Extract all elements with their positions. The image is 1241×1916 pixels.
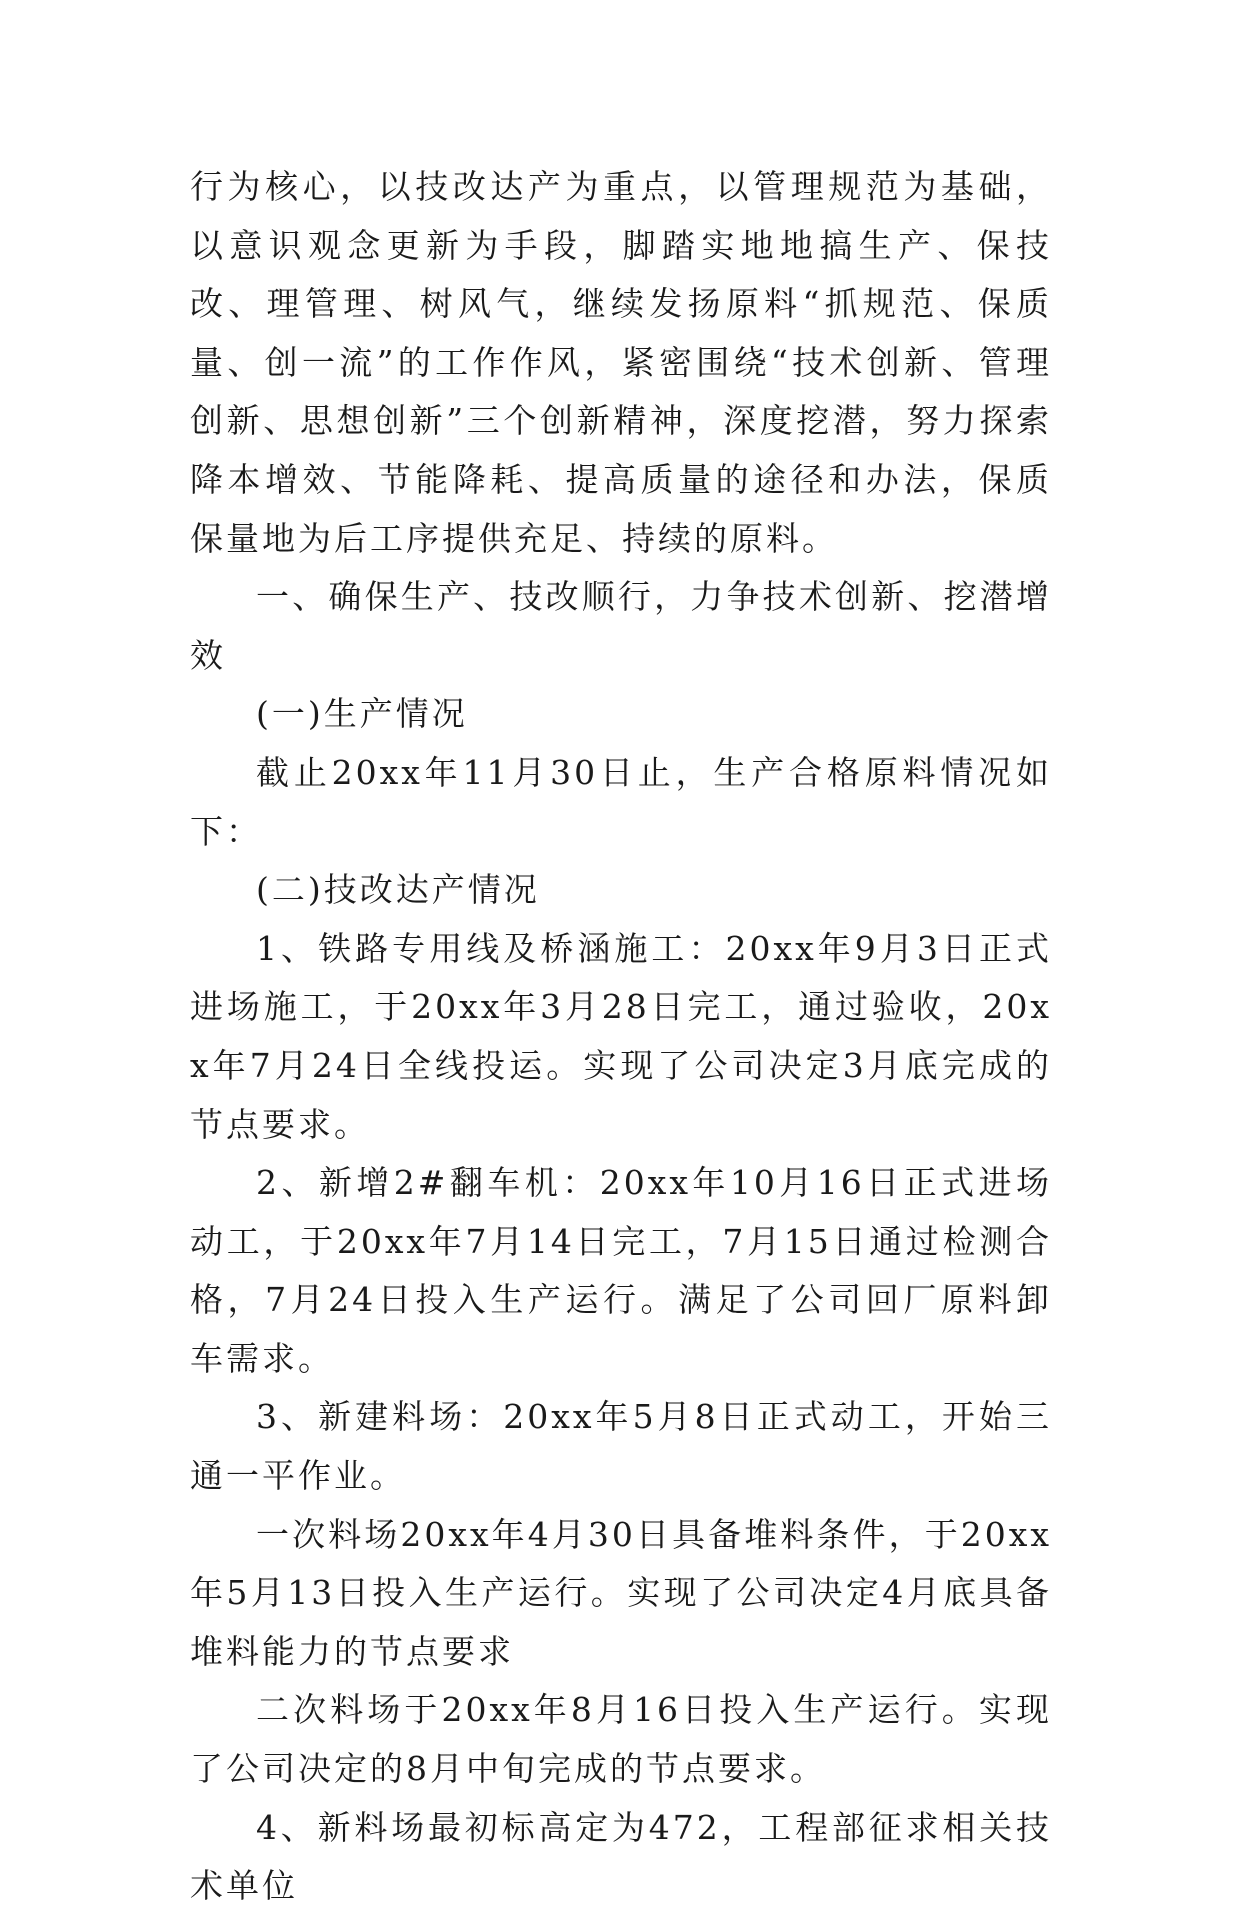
paragraph-intro: 行为核心，以技改达产为重点，以管理规范为基础，以意识观念更新为手段，脚踏实地地搞生产、保技改、理管理、树风气，继续发扬原料“抓规范、保质量、创一流”的工作作风，紧密围绕“技术创新、管理创新、思想创新”三个创新精神，深度挖潜，努力探索降本增效、节能降耗、提高质量的途径和办法，保质保量地为后工序提供充足、持续的原料。 xyxy=(190,167,1052,558)
paragraph-item-railway: 1、铁路专用线及桥涵施工：20xx年9月3日正式进场施工，于20xx年3月28日完工，通过验收，20xx年7月24日全线投运。实现了公司决定3月底完成的节点要求。 xyxy=(190,928,1052,1144)
paragraph-item-elevation: 4、新料场最初标高定为472，工程部征求相关技术单位 xyxy=(190,1807,1052,1906)
subsection-heading-tech-upgrade: (二)技改达产情况 xyxy=(256,870,540,910)
paragraph-item-new-yard: 3、新建料场：20xx年5月8日正式动工，开始三通一平作业。 xyxy=(190,1397,1052,1496)
paragraph-item-car-dumper: 2、新增2#翻车机：20xx年10月16日正式进场动工，于20xx年7月14日完工，7月15日通过检测合格，7月24日投入生产运行。满足了公司回厂原料卸车需求。 xyxy=(190,1163,1052,1378)
paragraph-secondary-yard: 二次料场于20xx年8月16日投入生产运行。实现了公司决定的8月中旬完成的节点要求。 xyxy=(190,1690,1052,1789)
subsection-heading-production: (一)生产情况 xyxy=(256,694,468,734)
document-body xyxy=(190,158,1052,1916)
section-heading-1: 一、确保生产、技改顺行，力争技术创新、挖潜增效 xyxy=(190,577,1052,675)
paragraph-primary-yard: 一次料场20xx年4月30日具备堆料条件，于20xx年5月13日投入生产运行。实现了公司决定4月底具备堆料能力的节点要求 xyxy=(190,1514,1052,1671)
paragraph-production-summary: 截止20xx年11月30日止，生产合格原料情况如下： xyxy=(190,752,1052,851)
